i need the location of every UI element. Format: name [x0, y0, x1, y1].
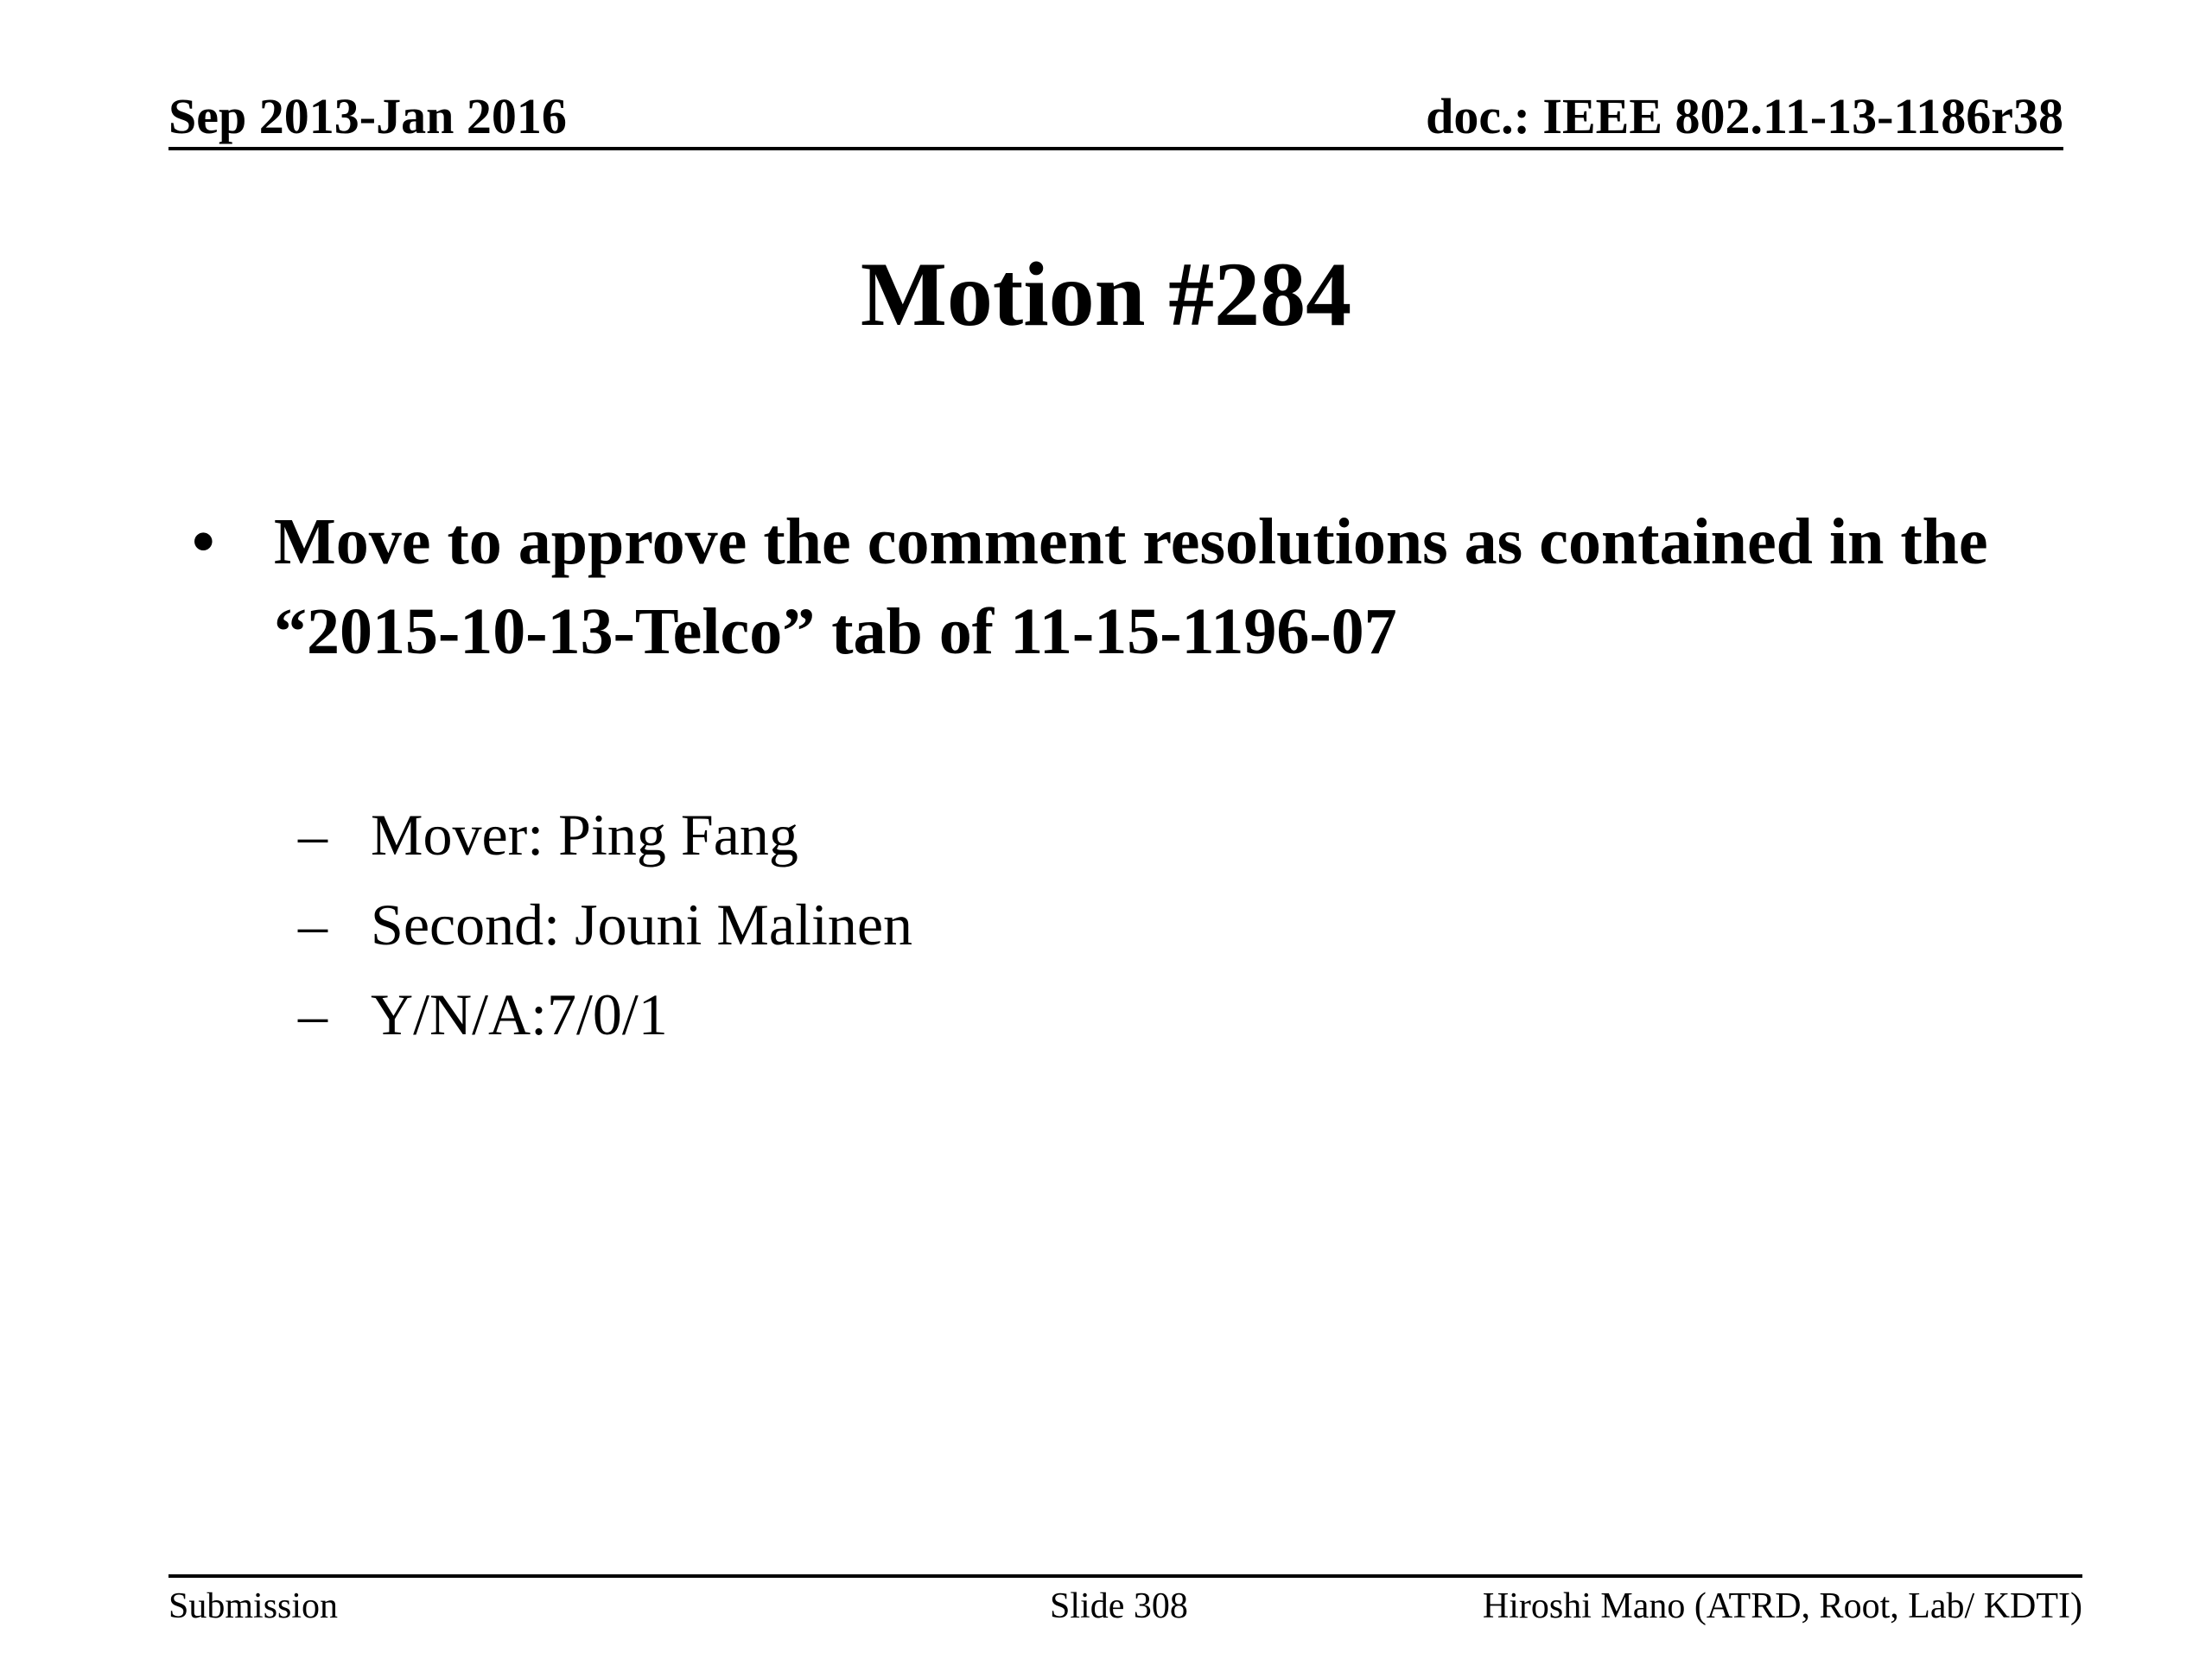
sub-bullet-mover [298, 790, 1681, 880]
slide-header [168, 83, 2063, 150]
footer-slide-number: Slide 308 [1050, 1586, 1188, 1626]
mover-text: Mover: Ping Fang [371, 802, 798, 868]
sub-bullet-list [298, 790, 1681, 1059]
main-bullet-text: Move to approve the comment resolutions as contained in the “2015-10-13-Telco” tab of 11-15-1196-07 [274, 505, 1988, 668]
dash-marker: – [298, 982, 327, 1047]
second-text: Second: Jouni Malinen [371, 892, 913, 957]
dash-marker: – [298, 892, 327, 957]
footer-submission: Submission [168, 1586, 339, 1626]
bullet-marker: • [192, 505, 215, 578]
sub-bullet-vote [298, 969, 1681, 1059]
vote-result-text: Y/N/A:7/0/1 [371, 982, 668, 1047]
footer-author: Hiroshi Mano (ATRD, Root, Lab/ KDTI) [1482, 1586, 2082, 1626]
header-date-range: Sep 2013-Jan 2016 [168, 88, 567, 144]
slide-footer [168, 1574, 2082, 1643]
sub-bullet-second [298, 880, 1681, 969]
dash-marker: – [298, 802, 327, 868]
slide-title: Motion #284 [860, 244, 1352, 345]
header-doc-id: doc.: IEEE 802.11-13-1186r38 [1426, 88, 2063, 144]
